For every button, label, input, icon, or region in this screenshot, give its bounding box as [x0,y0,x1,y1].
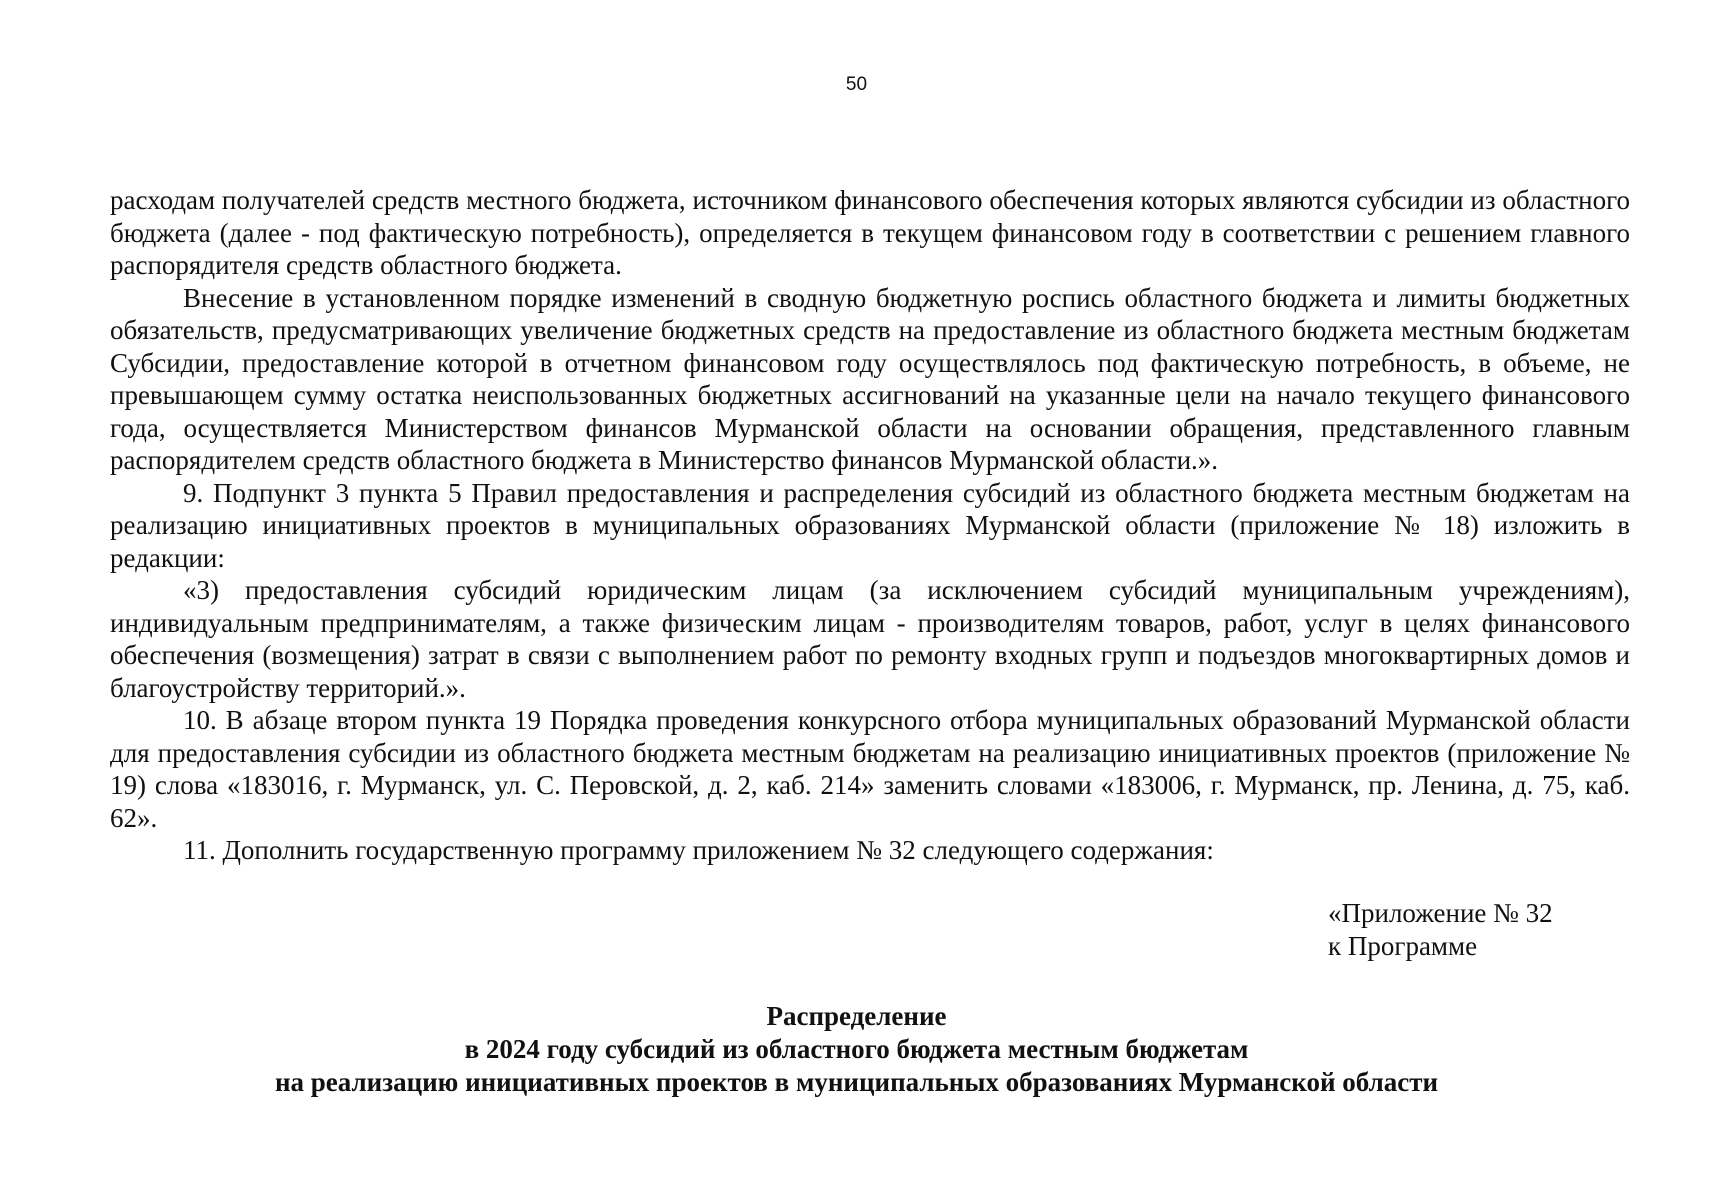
appendix-program: к Программе [1328,930,1478,961]
title-line-3: на реализацию инициативных проектов в муниципальных образованиях Мурманской области [274,1067,1439,1097]
appendix-number: «Приложение № 32 [1328,898,1553,928]
appendix-reference [1328,897,1553,962]
document-body [110,184,1630,867]
distribution-title [0,1000,1713,1099]
paragraph-item-10: 10. В абзаце втором пункта 19 Порядка проведения конкурсного отбора муниципальных образований Мурманской области для предоставления субсидии из областного бюджета местным бюджетам на реализацию инициативных проектов (приложение № 19) слова «183016, г. Мурманск, ул. С. Перовской, д. 2, каб. 214» заменить словами «183006, г. Мурманск, пр. Ленина, д. 75, каб. 62». [110,705,1630,833]
paragraph-continuation: расходам получателей средств местного бюджета, источником финансового обеспечения которых являются субсидии из областного бюджета (далее - под фактическую потребность), определяется в текущем финансовом году в соответствии с решением главного распорядителя средств областного бюджета. [110,185,1630,280]
page-number: 50 [845,74,868,95]
paragraph-item-9-quote: «3) предоставления субсидий юридическим лицам (за исключением субсидий муниципальным учреждениям), индивидуальным предпринимателям, а также физическим лицам - производителям товаров, работ, услуг в целях финансового обеспечения (возмещения) затрат в связи с выполнением работ по ремонту входных групп и подъездов многоквартирных домов и благоустройству территорий.». [110,575,1630,703]
paragraph-item-9: 9. Подпункт 3 пункта 5 Правил предоставления и распределения субсидий из областного бюджета местным бюджетам на реализацию инициативных проектов в муниципальных образованиях Мурманской области (приложение № 18) изложить в редакции: [110,477,1630,573]
title-line-2: в 2024 году субсидий из областного бюджета местным бюджетам [464,1034,1249,1064]
paragraph-budget-changes: Внесение в установленном порядке изменений в сводную бюджетную роспись областного бюджета и лимиты бюджетных обязательств, предусматривающих увеличение бюджетных средств на предоставление из областного бюджета местным бюджетам Субсидии, предоставление которой в отчетном финансовом году осуществлялось под фактическую потребность, в объеме, не превышающем сумму остатка неиспользованных бюджетных ассигнований на указанные цели на начало текущего финансового года, осуществляется Министерством финансов Мурманской области на основании обращения, представленного главным распорядителем средств областного бюджета в Министерство финансов Мурманской области.». [110,282,1630,475]
paragraph-item-11: 11. Дополнить государственную программу приложением № 32 следующего содержания: [183,835,1214,865]
title-line-1: Распределение [766,1001,947,1031]
